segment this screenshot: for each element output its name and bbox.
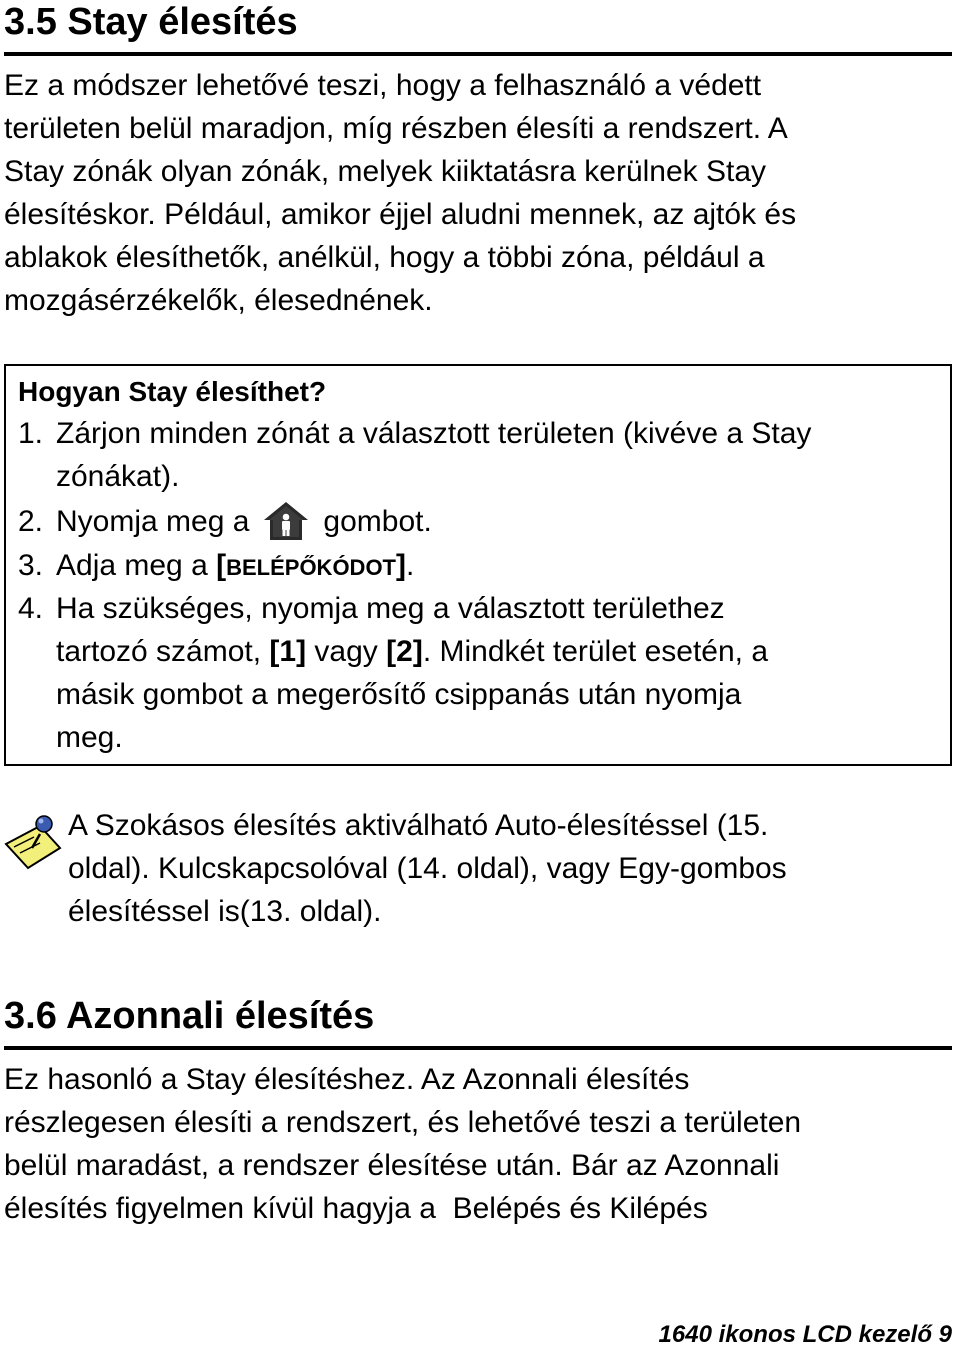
access-code-key: BELÉPŐKÓDOT	[226, 555, 396, 580]
paragraph-line: élesítéskor. Például, amikor éjjel aludni mennek, az ajtók és	[4, 198, 797, 231]
step-text: Zárjon minden zónát a választott területen (kivéve a Stay	[56, 417, 812, 450]
step-number: 2.	[18, 505, 44, 538]
paragraph-line: Stay zónák olyan zónák, melyek kiiktatásra kerülnek Stay	[4, 155, 767, 188]
step-text: Nyomja meg a	[56, 505, 250, 538]
section-title: 3.5 Stay élesítés	[4, 1, 298, 43]
section-paragraph	[4, 1058, 952, 1230]
pushpin-note-icon	[4, 810, 66, 870]
stay-house-button-icon	[263, 501, 309, 541]
section-rule	[4, 52, 952, 56]
note-line: A Szokásos élesítés aktiválható Auto-élesítéssel (15.	[68, 809, 769, 842]
bracket: [	[216, 549, 227, 582]
step-text: zónákat).	[56, 460, 180, 493]
step-text: vagy	[306, 635, 387, 668]
paragraph-line: élesítés figyelmen kívül hagyja a Belépés és Kilépés	[4, 1192, 708, 1225]
howto-title: Hogyan Stay élesíthet?	[18, 376, 327, 407]
step-text: másik gombot a megerősítő csippanás után nyomja	[56, 678, 742, 711]
step-2	[18, 500, 432, 543]
howto-box	[4, 364, 952, 766]
paragraph-line: Ez hasonló a Stay élesítéshez. Az Azonnali élesítés	[4, 1063, 690, 1096]
step-text: meg.	[56, 721, 123, 754]
step-1	[18, 412, 812, 493]
step-number: 1.	[18, 417, 44, 450]
paragraph-line: mozgásérzékelők, élesednének.	[4, 284, 433, 317]
step-text: Ha szükséges, nyomja meg a választott területhez	[56, 592, 725, 625]
step-number: 4.	[18, 592, 44, 625]
step-text: tartozó számot,	[56, 635, 270, 668]
step-text: . Mindkét terület esetén, a	[422, 635, 769, 668]
section-rule	[4, 1046, 952, 1050]
step-text: Adja meg a	[56, 549, 217, 582]
step-text: gombot.	[323, 505, 432, 538]
step-4	[18, 587, 769, 754]
paragraph-line: részlegesen élesíti a rendszert, és lehetővé teszi a területen	[4, 1106, 802, 1139]
paragraph-line: Ez a módszer lehetővé teszi, hogy a felhasználó a védett	[4, 69, 762, 102]
page-footer: 1640 ikonos LCD kezelő 9	[658, 1321, 952, 1348]
paragraph-line: ablakok élesíthetők, anélkül, hogy a többi zóna, például a	[4, 241, 765, 274]
paragraph-line: belül maradást, a rendszer élesítése után. Bár az Azonnali	[4, 1149, 780, 1182]
step-text: .	[406, 549, 415, 582]
key-1: [1]	[269, 635, 307, 668]
note-line: oldal). Kulcskapcsolóval (14. oldal), vagy Egy-gombos	[68, 852, 787, 885]
note-line: élesítéssel is(13. oldal).	[68, 895, 382, 928]
note-text	[68, 804, 928, 933]
section-title: 3.6 Azonnali élesítés	[4, 995, 375, 1037]
key-2: [2]	[386, 635, 423, 668]
step-number: 3.	[18, 549, 44, 582]
bracket: ]	[396, 549, 406, 582]
section-paragraph	[4, 64, 952, 322]
step-3	[18, 544, 415, 587]
paragraph-line: területen belül maradjon, míg részben élesíti a rendszert. A	[4, 112, 788, 145]
